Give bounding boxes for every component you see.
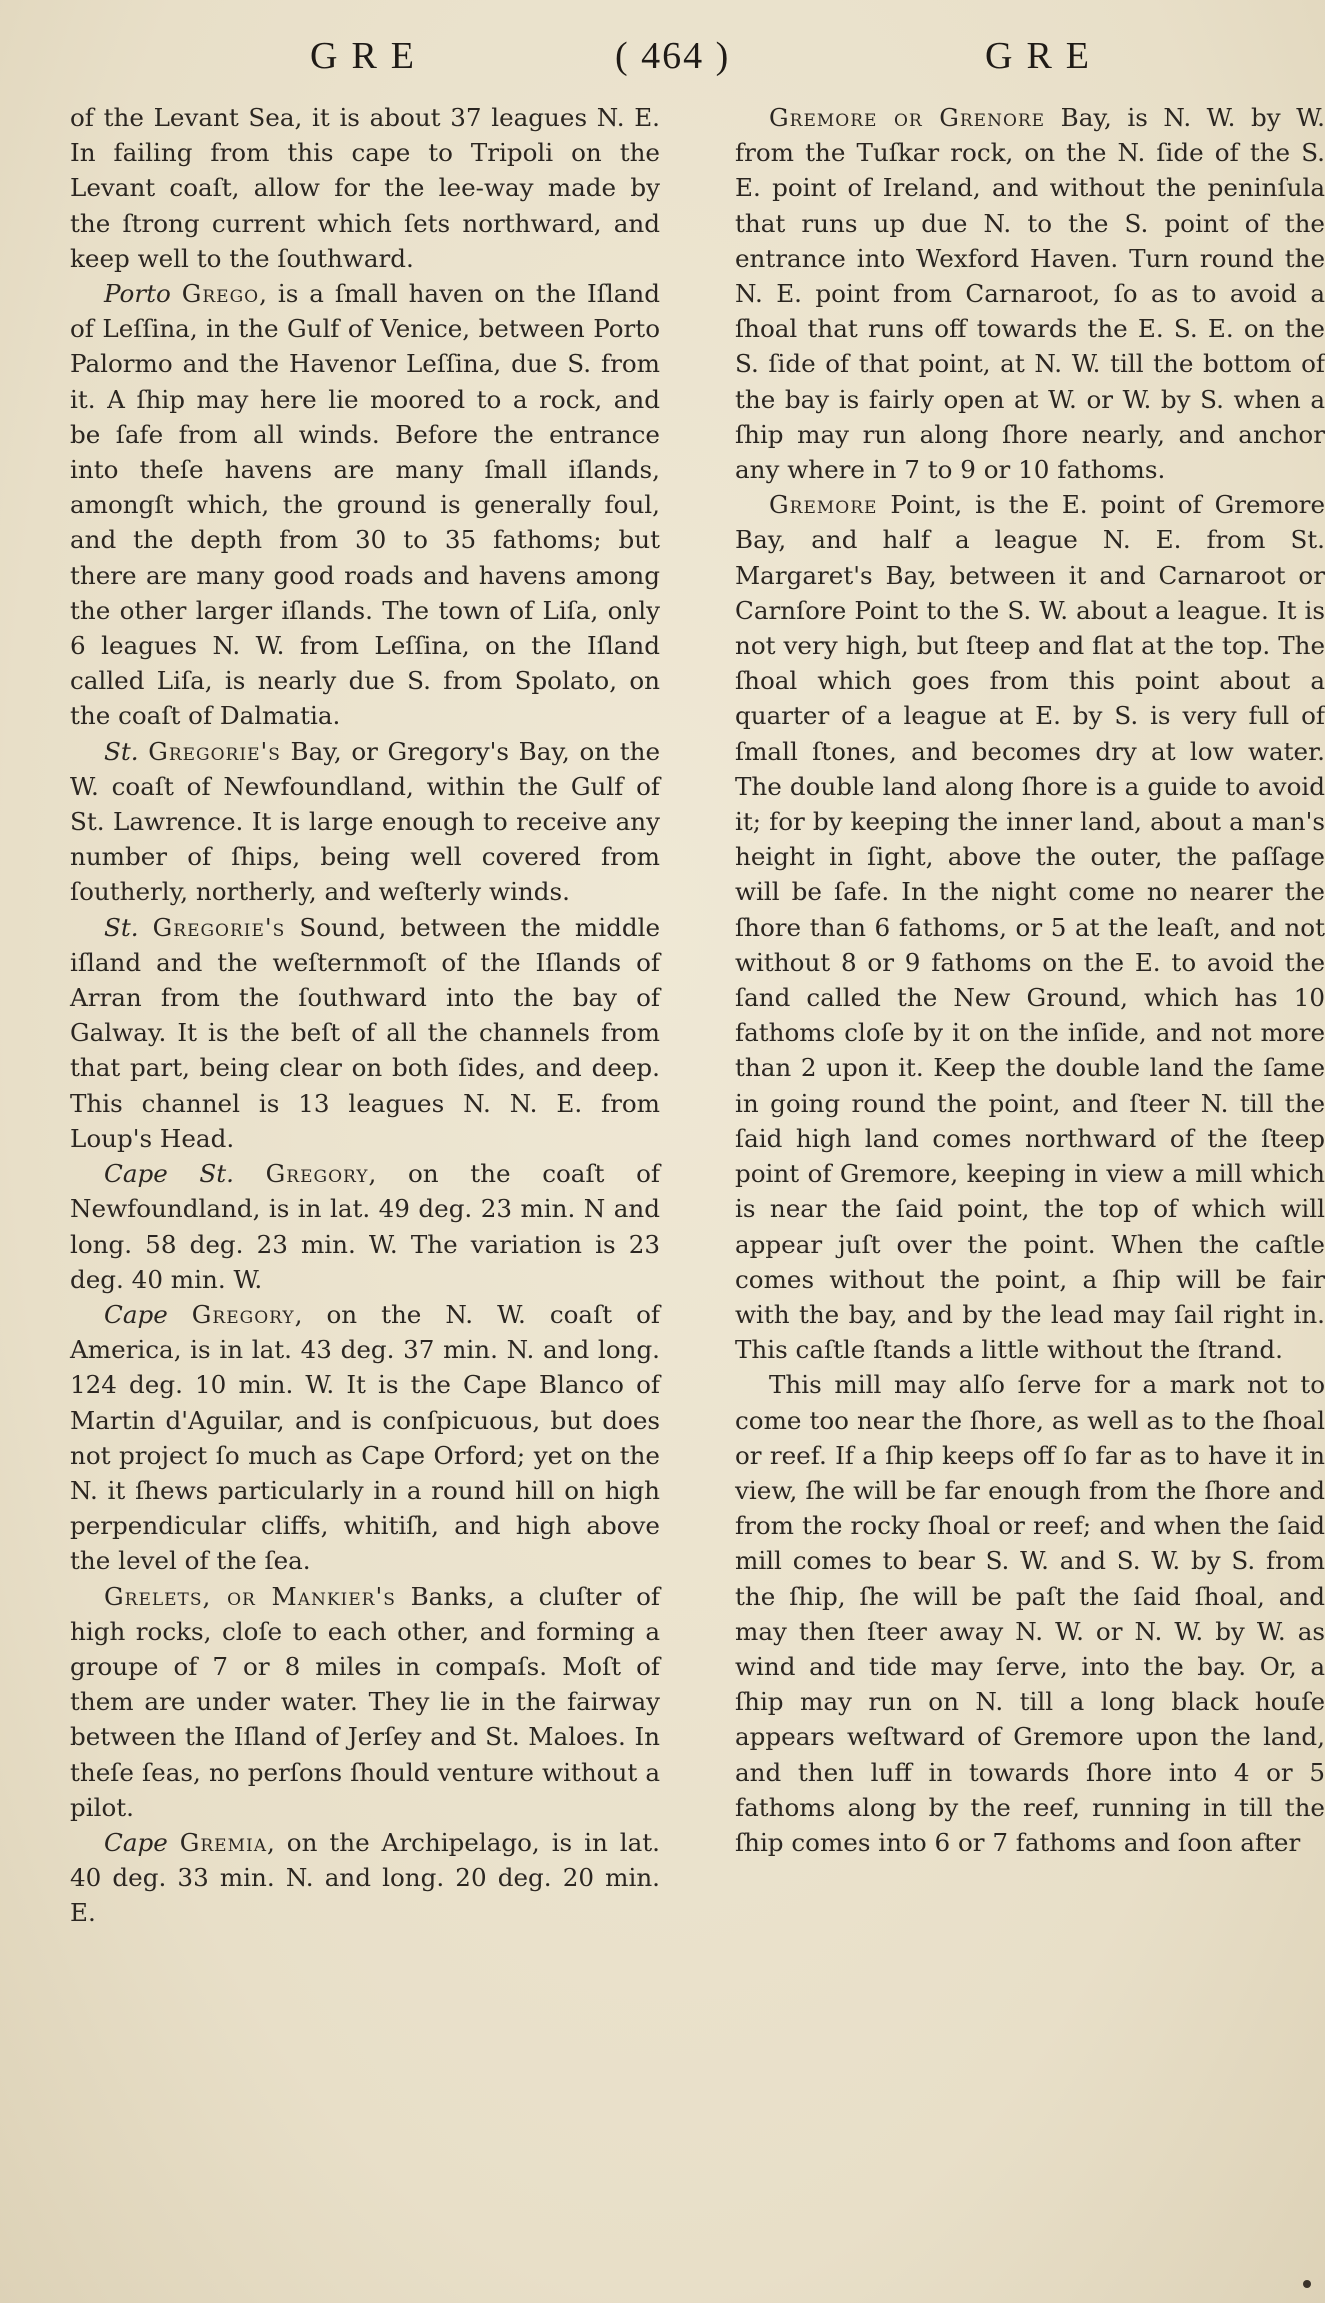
ink-dot [1303,2280,1311,2288]
paragraph: This mill may alſo ſerve for a mark not to come too near the ſhore, as well as to the ſhoal or reef. If a ſhip keeps off ſo far as to have it in view, ſhe will be far enough from the ſhore and from the rocky ſhoal or reef; and when the ſaid mill comes to bear S. W. and S. W. by S. from the ſhip, ſhe will be paſt the ſaid ſhoal, and may then ſteer away N. W. or N. W. by W. as wind and tide may ſerve, into the bay. Or, a ſhip may run on N. till a long black houſe appears weſtward of Gremore upon the land, and then luff in towards ſhore into 4 or 5 fathoms along by the reef, running in till the ſhip comes into 6 or 7 fathoms and ſoon after [735,1370,1325,1857]
page-number: ( 464 ) [615,35,731,77]
entry: Grelets, or Mankier's Banks, a cluſter of high rocks, cloſe to each other, and forming a groupe of 7 or 8 miles in compaſs. Moſt of them are under water. They lie in the fairway between the Iſland of Jerſey and St. Maloes. In theſe ſeas, no perſons ſhould venture without a pilot. [70,1581,660,1822]
right-column [735,100,1325,1860]
entry: Cape Gremia, on the Archipelago, is in lat. 40 deg. 33 min. N. and long. 20 deg. 20 min. E. [70,1827,660,1928]
entry-headword: Gremia [179,1827,267,1857]
running-header [0,28,1325,88]
header-right-guide-word: GRE [985,35,1103,77]
entry-headword: Grego [181,279,260,309]
entry-headword: Gregory [265,1159,369,1189]
paragraph: of the Levant Sea, it is about 37 leagues N. E. In failing from this cape to Tripoli on the Levant coaſt, allow for the lee-way made by the ſtrong current which ſets northward, and keep well to the ſouthward. [70,103,660,273]
entry-headword: Gremore or Grenore [769,103,1046,132]
header-left-guide-word: GRE [310,35,428,77]
entry: Gremore or Grenore Bay, is N. W. by W. from the Tuſkar rock, on the N. ſide of the S. E. point of Ireland, and without the peninſula that runs up due N. to the S. point of the entrance into Wexford Haven. Turn round the N. E. point from Carnaroot, ſo as to avoid a ſhoal that runs off towards the E. S. E. on the S. ſide of that point, at N. W. till the bottom of the bay is fairly open at W. or W. by S. when a ſhip may run along ſhore nearly, and anchor any where in 7 to 9 or 10 fathoms. [735,103,1325,485]
entry: Gremore Point, is the E. point of Gremore Bay, and half a league N. E. from St. Margaret's Bay, between it and Carnaroot or Carnſore Point to the S. W. about a league. It is not very high, but ſteep and flat at the top. The ſhoal which goes from this point about a quarter of a league at E. by S. is very full of ſmall ſtones, and becomes dry at low water. The double land along ſhore is a guide to avoid it; for by keeping the inner land, about a man's height in ſight, above the outer, the paſſage will be ſafe. In the night come no nearer the ſhore than 6 fathoms, or 5 at the leaſt, and not without 8 or 9 fathoms on the E. to avoid the ſand called the New Ground, which has 10 fathoms cloſe by it on the inſide, and not more than 2 upon it. Keep the double land the ſame in going round the point, and ſteer N. till the ſaid high land comes northward of the ſteep point of Gremore, keeping in view a mill which is near the ſaid point, the top of which will appear juſt over the point. When the caſtle comes without the point, a ſhip will be fair with the bay, and by the lead may ſail right in. This caſtle ſtands a little without the ſtrand. [735,490,1325,1365]
entry-headword: Gregory [191,1299,295,1329]
left-column [70,100,660,1931]
entry: St. Gregorie's Bay, or Gregory's Bay, on the W. coaſt of Newfoundland, within the Gulf of St. Lawrence. It is large enough to receive any number of ſhips, being well covered from ſoutherly, northerly, and weſterly winds. [70,736,660,907]
entry-headword: Grelets, or Mankier's [104,1581,396,1611]
entry-headword: Gregorie's [152,912,286,942]
entry: St. Gregorie's Sound, between the middle iſland and the weſternmoſt of the Iſlands of Arran from the ſouthward into the bay of Galway. It is the beſt of all the channels from that part, being clear on both ſides, and deep. This channel is 13 leagues N. N. E. from Loup's Head. [70,912,660,1153]
entry: Cape Gregory, on the N. W. coaſt of America, is in lat. 43 deg. 37 min. N. and long. 124 deg. 10 min. W. It is the Cape Blanco of Martin d'Aguilar, and is conſpicuous, but does not project ſo much as Cape Orford; yet on the N. it ſhews particularly in a round hill on high perpendicular cliffs, whitiſh, and high above the level of the ſea. [70,1299,660,1576]
entry-headword: Gregorie's [148,736,281,766]
entry: Cape St. Gregory, on the coaſt of Newfoundland, is in lat. 49 deg. 23 min. N and long. 58 deg. 23 min. W. The variation is 23 deg. 40 min. W. [70,1159,660,1294]
entry: Porto Grego, is a ſmall haven on the Iſland of Leſſina, in the Gulf of Venice, between Porto Palormo and the Havenor Leſſina, due S. from it. A ſhip may here lie moored to a rock, and be ſafe from all winds. Before the entrance into theſe havens are many ſmall iſlands, amongſt which, the ground is generally foul, and the depth from 30 to 35 fathoms; but there are many good roads and havens among the other larger iſlands. The town of Liſa, only 6 leagues N. W. from Leſſina, on the Iſland called Liſa, is nearly due S. from Spolato, on the coaſt of Dalmatia. [70,279,660,731]
entry-headword: Gremore [769,490,878,520]
